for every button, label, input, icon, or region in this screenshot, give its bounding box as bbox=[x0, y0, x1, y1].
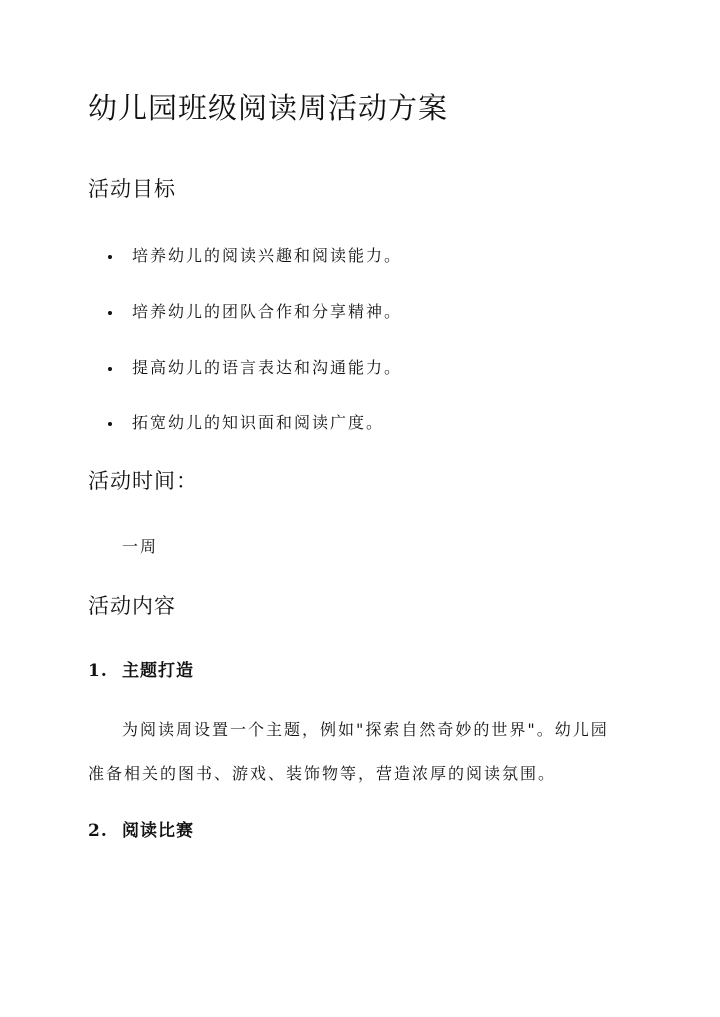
document-title: 幼儿园班级阅读周活动方案 bbox=[88, 91, 449, 125]
subsection-heading-contest bbox=[88, 818, 194, 844]
time-text: 一周 bbox=[122, 537, 159, 556]
bullet-icon bbox=[108, 422, 112, 426]
section-heading-goals: 活动目标 bbox=[88, 177, 176, 201]
section-heading-time: 活动时间： bbox=[88, 469, 198, 493]
subsection-number: 2. bbox=[88, 821, 108, 841]
subsection-title: 主题打造 bbox=[122, 661, 194, 681]
section-heading-content: 活动内容 bbox=[88, 594, 176, 618]
bullet-icon bbox=[108, 255, 112, 259]
paragraph-line: 为阅读周设置一个主题，例如"探索自然奇妙的世界"。幼儿园 bbox=[122, 720, 609, 739]
subsection-heading-theme bbox=[88, 658, 194, 684]
bullet-icon bbox=[108, 367, 112, 371]
list-item-text: 培养幼儿的阅读兴趣和阅读能力。 bbox=[132, 246, 403, 265]
subsection-number: 1. bbox=[88, 661, 108, 681]
list-item-text: 拓宽幼儿的知识面和阅读广度。 bbox=[132, 413, 385, 432]
bullet-icon bbox=[108, 311, 112, 315]
paragraph-line: 准备相关的图书、游戏、装饰物等，营造浓厚的阅读氛围。 bbox=[88, 764, 557, 783]
list-item-text: 提高幼儿的语言表达和沟通能力。 bbox=[132, 358, 403, 377]
list-item-text: 培养幼儿的团队合作和分享精神。 bbox=[132, 302, 403, 321]
subsection-title: 阅读比赛 bbox=[122, 821, 194, 841]
